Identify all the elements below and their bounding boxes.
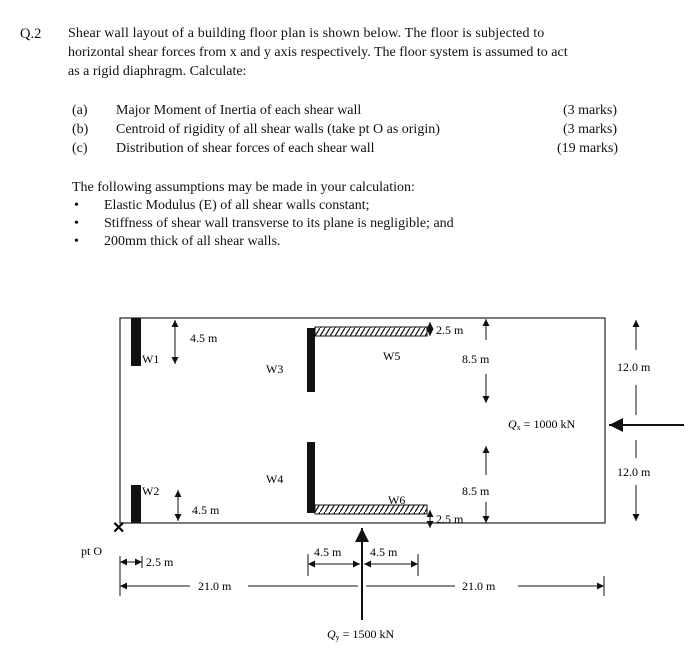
- intro-line-2: horizontal shear forces from x and y axis respectively. The floor system is assumed to act: [68, 45, 568, 60]
- right-bottom-label: 12.0 m: [617, 465, 651, 479]
- assumption-1: Elastic Modulus (E) of all shear walls constant;: [104, 198, 370, 213]
- intro-line-1: Shear wall layout of a building floor plan is shown below. The floor is subjected to: [68, 26, 545, 41]
- origin-label: pt O: [81, 544, 102, 558]
- bullet: •: [74, 216, 79, 231]
- assumptions-heading: The following assumptions may be made in your calculation:: [72, 180, 415, 195]
- bottom-right-total-label: 21.0 m: [462, 579, 496, 593]
- part-a-text: Major Moment of Inertia of each shear wall: [116, 103, 362, 118]
- bullet: •: [74, 198, 79, 213]
- bottom-mid-left-label: 4.5 m: [314, 545, 342, 559]
- wall-w1-label: W1: [142, 352, 160, 366]
- assumption-2: Stiffness of shear wall transverse to its plane is negligible; and: [104, 216, 454, 231]
- w5-flange-label: 2.5 m: [436, 323, 464, 337]
- bullet: •: [74, 234, 79, 249]
- wall-w5-flange: [315, 327, 427, 336]
- w5-down-label: 8.5 m: [462, 352, 490, 366]
- part-b-label: (b): [72, 122, 89, 137]
- part-b-text: Centroid of rigidity of all shear walls (take pt O as origin): [116, 122, 440, 137]
- assumption-3: 200mm thick of all shear walls.: [104, 234, 281, 249]
- wall-w6-label: W6: [388, 493, 406, 507]
- part-c-marks: (19 marks): [557, 141, 619, 156]
- part-b-marks: (3 marks): [563, 122, 618, 137]
- part-a-marks: (3 marks): [563, 103, 618, 118]
- wall-w3-label: W3: [266, 362, 284, 376]
- origin-mark-icon: ✕: [112, 520, 126, 537]
- intro-line-3: as a rigid diaphragm. Calculate:: [68, 64, 247, 79]
- wall-w2-label: W2: [142, 484, 160, 498]
- w2-length-label: 4.5 m: [192, 503, 220, 517]
- wall-w5-label: W5: [383, 349, 401, 363]
- bottom-left-total-label: 21.0 m: [198, 579, 232, 593]
- wall-w3: [307, 328, 315, 392]
- bottom-mid-right-label: 4.5 m: [370, 545, 398, 559]
- wall-w4-label: W4: [266, 472, 284, 486]
- wall-w2: [131, 485, 141, 523]
- w6-flange-label: 2.5 m: [436, 512, 464, 526]
- right-top-label: 12.0 m: [617, 360, 651, 374]
- wall-w6-flange: [315, 505, 427, 514]
- bottom-small-label: 2.5 m: [146, 555, 174, 569]
- question-number: Q.2: [20, 26, 42, 42]
- force-y-label: Qy = 1500 kN: [327, 627, 395, 642]
- w1-length-label: 4.5 m: [190, 331, 218, 345]
- part-c-label: (c): [72, 141, 88, 156]
- wall-w4: [307, 442, 315, 513]
- force-x-label: Qx = 1000 kN: [508, 417, 576, 432]
- part-a-label: (a): [72, 103, 88, 118]
- part-c-text: Distribution of shear forces of each shear wall: [116, 141, 375, 156]
- wall-w1: [131, 318, 141, 366]
- w6-up-label: 8.5 m: [462, 484, 490, 498]
